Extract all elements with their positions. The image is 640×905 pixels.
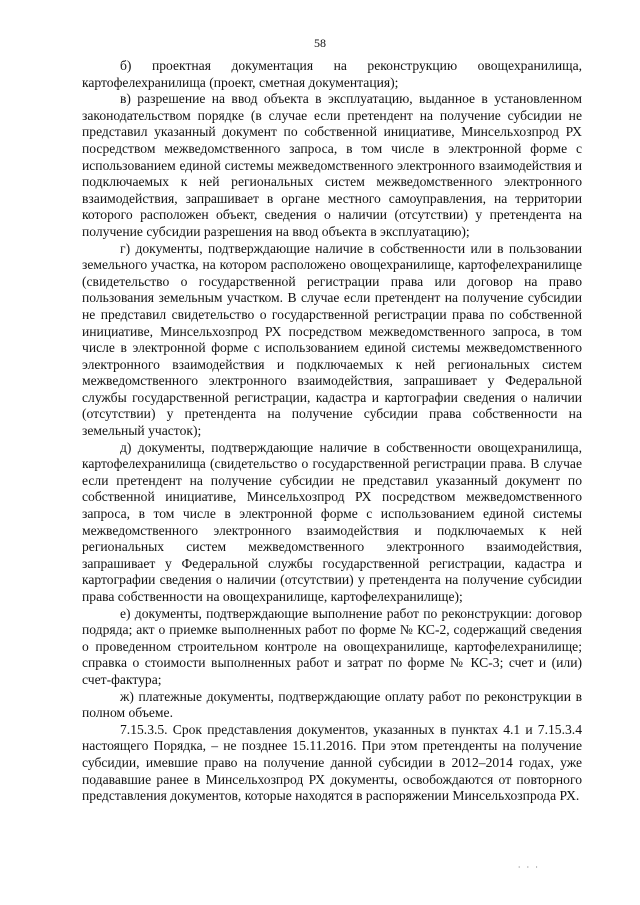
paragraph-e: е) документы, подтверждающие выполнение работ по реконструкции: договор подряда; акт о приемке выполненных работ по форме № КС-2, содержащий сведения о проведенном строительном контроле на овощехранилище, картофелехранилище; справка о стоимости выполненных работ и затрат по форме № КС-3; счет и (или) счет-фактура; [82,605,582,687]
page-number: 58 [314,36,326,50]
paragraph-g: г) документы, подтверждающие наличие в собственности или в пользовании земельного участка, на котором расположено овощехранилище, картофелехранилище (свидетельство о государственной регистрации права или договор на право пользования земельным участком. В случае если претендент на получение субсидии не представил свидетельство о государственной регистрации права по собственной инициативе, Минсельхозпрод РХ посредством межведомственного запроса, в том числе в электронной форме с использованием единой системы межведомственного электронного взаимодействия и подключаемых к ней региональных систем межведомственного электронного взаимодействия, запрашивает у Федеральной службы государственной регистрации, кадастра и картографии сведения о наличии (отсутствии) у претендента на получение субсидии права собственности на земельный участок); [82,240,582,439]
paragraph-7-15-3-5: 7.15.3.5. Срок представления документов, указанных в пунктах 4.1 и 7.15.3.4 настоящего Порядка, – не позднее 15.11.2016. При этом претенденты на получение субсидии, имевшие право на получение данной субсидии в 2012–2014 годах, уже подававшие ранее в Минсельхозпрод РХ документы, освобождаются от повторного представления документов, которые находятся в распоряжении Минсельхозпрода РХ. [82,721,582,804]
scan-artifact: ⸱ ⸱ ⸱ [518,862,540,872]
paragraph-d: д) документы, подтверждающие наличие в собственности овощехранилища, картофелехранилища (свидетельство о государственной регистрации права. В случае если претендент на получение субсидии не представил указанный документ по собственной инициативе, Минсельхозпрод РХ посредством межведомственного запроса, в том числе в электронной форме с использованием единой системы межведомственного электронного взаимодействия и подключаемых к ней региональных систем межведомственного электронного взаимодействия, запрашивает у Федеральной службы государственной регистрации, кадастра и картографии сведения о наличии (отсутствии) у претендента на получение субсидии права собственности на овощехранилище, картофелехранилище); [82,439,582,604]
document-body [82,58,582,805]
paragraph-b: б) проектная документация на реконструкцию овощехранилища, картофелехранилища (проект, сметная документация); [82,58,582,90]
paragraph-v: в) разрешение на ввод объекта в эксплуатацию, выданное в установленном законодательством порядке (в случае если претендент на получение субсидии не представил указанный документ по собственной инициативе, Минсельхозпрод РХ посредством межведомственного запроса, в том числе в электронной форме с использованием единой системы межведомственного электронного взаимодействия и подключаемых к ней региональных систем межведомственного электронного взаимодействия, запрашивает в органе местного самоуправления, на территории которого расположен объект, сведения о наличии (отсутствии) у претендента на получение субсидии разрешения на ввод объекта в эксплуатацию); [82,91,582,239]
paragraph-zh: ж) платежные документы, подтверждающие оплату работ по реконструкции в полном объеме. [82,688,582,721]
